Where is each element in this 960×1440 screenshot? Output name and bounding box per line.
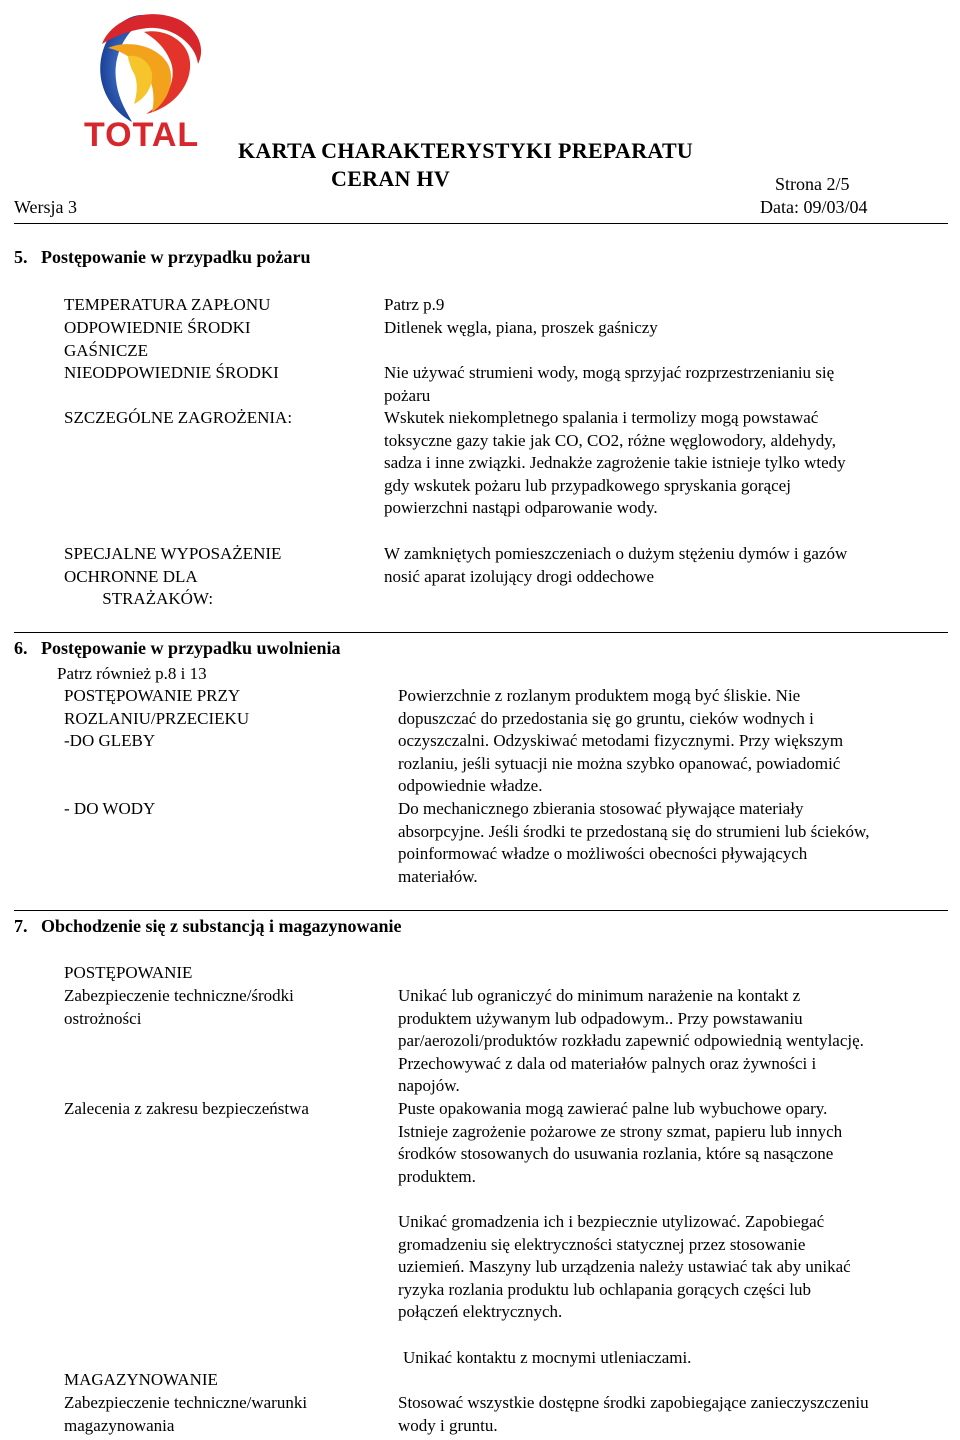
section-7-title: 7. Obchodzenie się z substancją i magazynowanie (14, 916, 402, 936)
value-oxidizers: Unikać kontaktu z mocnymi utleniaczami. (403, 1348, 692, 1367)
value-extinguishing-media: Ditlenek węgla, piana, proszek gaśniczy (384, 318, 658, 337)
label-storage-conditions: Zabezpieczenie techniczne/warunki magazynowania (64, 1393, 308, 1435)
divider (14, 910, 948, 911)
label-spill-soil: POSTĘPOWANIE PRZY ROZLANIU/PRZECIEKU -DO GLEBY (64, 686, 250, 751)
label-safety-advice: Zalecenia z zakresu bezpieczeństwa (64, 1099, 309, 1118)
section-6-title: 6. Postępowanie w przypadku uwolnienia (14, 638, 341, 658)
date: Data: 09/03/04 (760, 197, 868, 217)
value-spill-soil: Powierzchnie z rozlanym produktem mogą być śliskie. Nie dopuszczać do przedostania się go gruntu, cieków wodnych i oczyszczalni. Odzyskiwać metodami fizycznymi. Przy większym rozlaniu, jeśli sytuacji nie można szybko opanować, powiadomić odpowiednie władze. (398, 686, 844, 796)
label-flash-point: TEMPERATURA ZAPŁONU (64, 295, 271, 314)
product-name: CERAN HV (331, 166, 451, 191)
label-technical-measures: Zabezpieczenie techniczne/środki ostrożności (64, 986, 294, 1028)
label-spill-water: - DO WODY (64, 799, 156, 818)
value-flash-point: Patrz p.9 (384, 295, 445, 314)
handling-heading: POSTĘPOWANIE (64, 963, 193, 982)
label-extinguishing-media: ODPOWIEDNIE ŚRODKI GAŚNICZE (64, 318, 251, 360)
value-protective-equipment: W zamkniętych pomieszczeniach o dużym stężeniu dymów i gazów nosić aparat izolujący drogi oddechowe (384, 544, 848, 586)
section-6-note: Patrz również p.8 i 13 (57, 664, 207, 683)
value-special-hazards: Wskutek niekompletnego spalania i termolizy mogą powstawać toksyczne gazy takie jak CO, CO2, różne węglowodory, aldehydy, sadza i inne związki. Jednakże zagrożenie takie istnieje tylko wtedy gdy wskutek pożaru lub przypadkowego spryskania gorącej powierzchni nastąpi odparowanie wody. (384, 408, 846, 518)
total-logo-icon (72, 4, 222, 130)
storage-heading: MAGAZYNOWANIE (64, 1370, 218, 1389)
value-safety-advice: Puste opakowania mogą zawierać palne lub wybuchowe opary. Istnieje zagrożenie pożarowe ze strony szmat, papieru lub innych środków stosowanych do usuwania rozlania, które są nasączone produktem. (398, 1099, 843, 1186)
value-spill-water: Do mechanicznego zbierania stosować pływające materiały absorpcyjne. Jeśli środki te przedostaną się do strumieni lub ścieków, poinformować władze o możliwości obecności pływających materiałów. (398, 799, 870, 886)
section-5-title: 5. Postępowanie w przypadku pożaru (14, 247, 311, 267)
value-technical-measures: Unikać lub ograniczyć do minimum narażenie na kontakt z produktem używanym lub odpadowym.. Przy powstawaniu par/aerozoli/produktów rozkładu zapewnić odpowiednią wentylację. Przechowywać z dala od materiałów palnych oraz żywności i napojów. (398, 986, 864, 1096)
divider (14, 632, 948, 633)
document-title: KARTA CHARAKTERYSTYKI PREPARATU (238, 138, 694, 163)
logo (72, 4, 222, 162)
label-special-hazards: SZCZEGÓLNE ZAGROŻENIA: (64, 408, 293, 427)
value-unsuitable-media: Nie używać strumieni wody, mogą sprzyjać rozprzestrzenianiu się pożaru (384, 363, 835, 405)
divider (14, 223, 948, 224)
logo-text: TOTAL (84, 116, 200, 154)
version: Wersja 3 (14, 197, 78, 217)
value-storage-conditions: Stosować wszystkie dostępne środki zapobiegające zanieczyszczeniu wody i gruntu. (398, 1393, 869, 1435)
value-static-electricity: Unikać gromadzenia ich i bezpiecznie utylizować. Zapobiegać gromadzeniu się elektryczności statycznej przez stosowanie uziemień. Maszyny lub urządzenia należy ustawiać tak aby unikać ryzyka rozlania produktu lub ochlapania gorących części lub połączeń elektrycznych. (398, 1212, 851, 1322)
label-unsuitable-media: NIEODPOWIEDNIE ŚRODKI (64, 363, 279, 382)
label-protective-equipment: SPECJALNE WYPOSAŻENIE OCHRONNE DLA STRAŻAKÓW: (64, 544, 282, 609)
page-number: Strona 2/5 (775, 174, 850, 194)
